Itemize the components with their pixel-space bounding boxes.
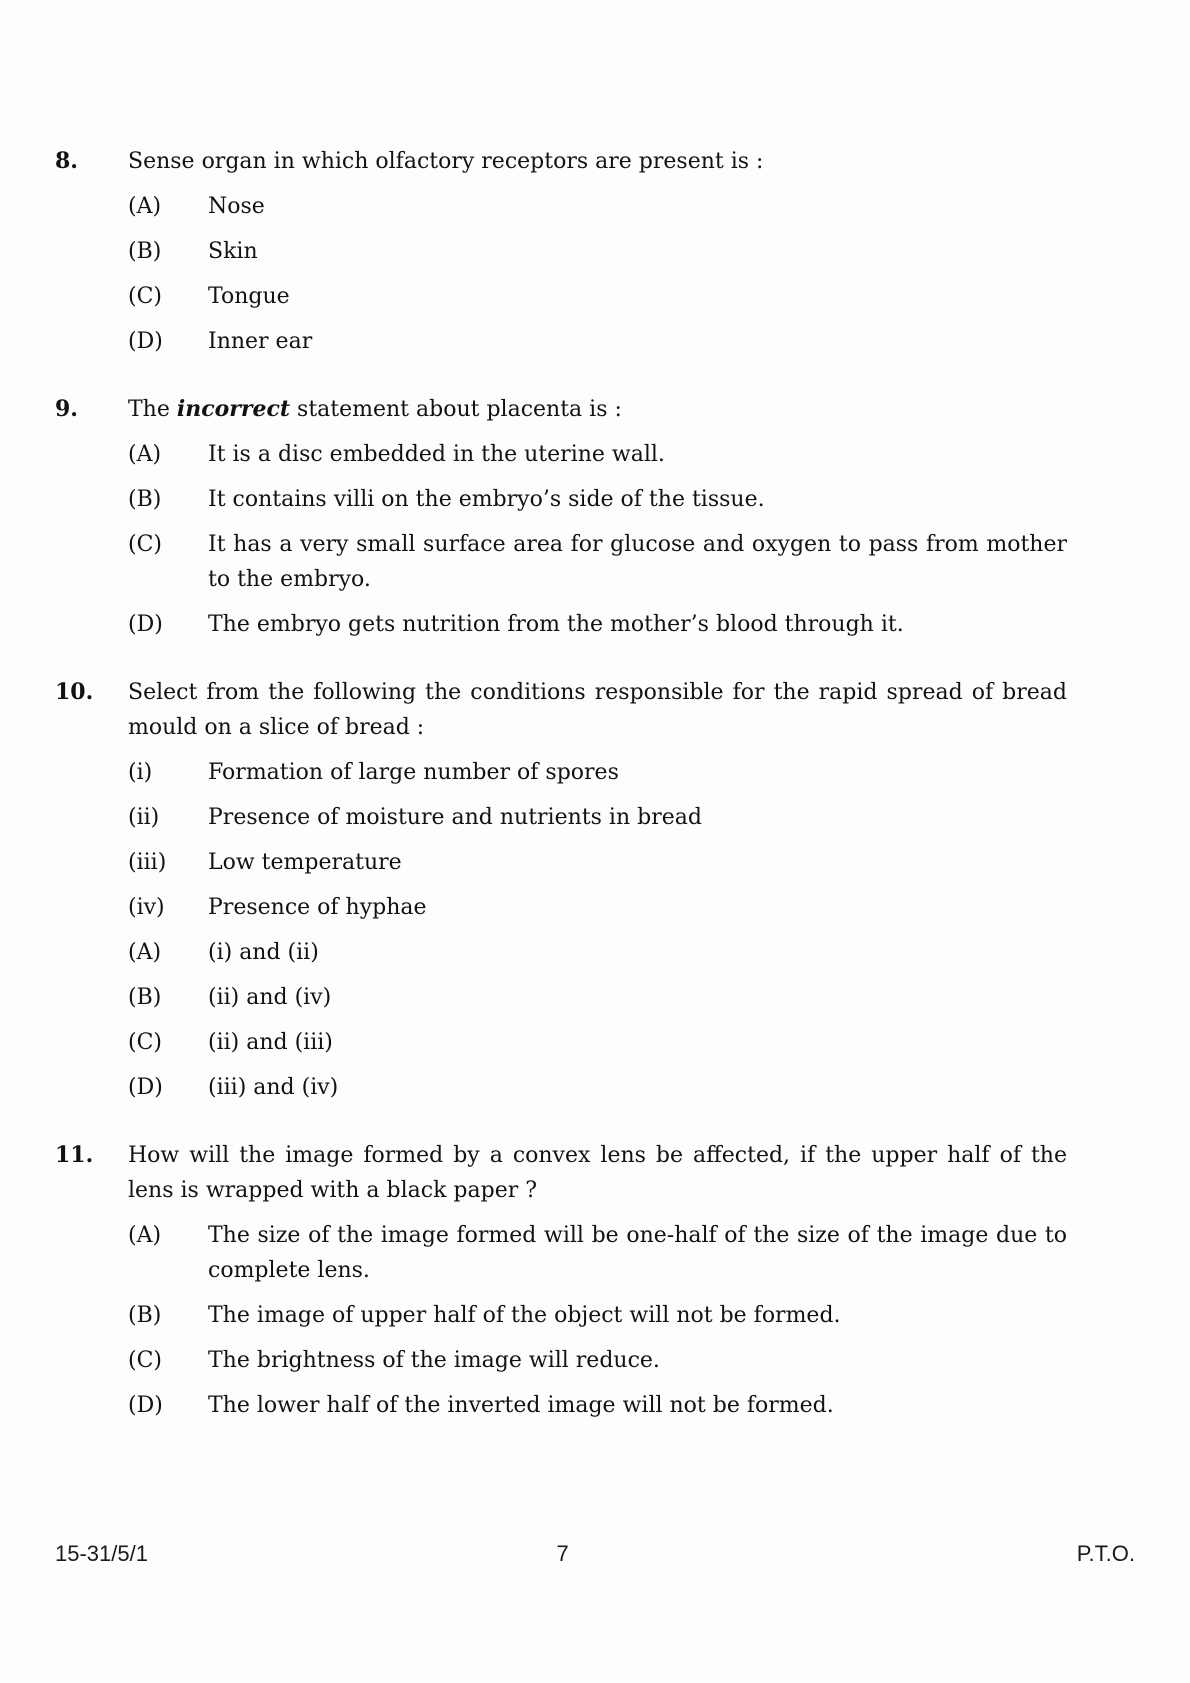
option-label: (A): [128, 940, 162, 965]
option-text: It contains villi on the embryo’s side of the tissue.: [208, 487, 765, 512]
question-number: 9.: [55, 396, 78, 422]
question-number: 11.: [55, 1142, 94, 1168]
option-text: It is a disc embedded in the uterine wall.: [208, 442, 665, 467]
option-text: (i) and (ii): [208, 940, 319, 965]
option-label: (D): [128, 1393, 163, 1418]
option-label: (C): [128, 1030, 162, 1055]
option-label: (C): [128, 532, 162, 557]
condition-row: [128, 845, 1067, 880]
pto-label: P.T.O.: [1076, 1541, 1135, 1566]
option-text: The embryo gets nutrition from the mother’s blood through it.: [208, 612, 904, 637]
question-text: Sense organ in which olfactory receptors are present is :: [128, 149, 764, 174]
option-row: [128, 527, 1067, 597]
condition-text: Presence of moisture and nutrients in bread: [208, 805, 702, 830]
condition-row: [128, 800, 1067, 835]
question-text: Select from the following the conditions responsible for the rapid spread of bread mould on a slice of bread :: [128, 680, 1067, 740]
question-text-prefix: The: [128, 397, 177, 422]
option-text: (ii) and (iii): [208, 1030, 333, 1055]
option-label: (D): [128, 1075, 163, 1100]
question-body: [128, 144, 1067, 359]
option-text: It has a very small surface area for glucose and oxygen to pass from mother to the embryo.: [208, 532, 1067, 592]
question-number: 10.: [55, 679, 94, 705]
condition-label: (iii): [128, 850, 167, 875]
option-text: Skin: [208, 239, 258, 264]
questions-section: [55, 144, 1067, 1423]
option-label: (A): [128, 194, 162, 219]
condition-text: Presence of hyphae: [208, 895, 427, 920]
option-text: (ii) and (iv): [208, 985, 332, 1010]
option-row: [128, 1298, 1067, 1333]
question-text-emphasis: incorrect: [176, 396, 291, 422]
condition-text: Formation of large number of spores: [208, 760, 619, 785]
option-row: [128, 482, 1067, 517]
option-row: [128, 1343, 1067, 1378]
question-9: [55, 392, 1067, 642]
condition-label: (iv): [128, 895, 165, 920]
option-text: Tongue: [208, 284, 290, 309]
option-row: [128, 279, 1067, 314]
question-10: [55, 675, 1067, 1105]
option-label: (C): [128, 284, 162, 309]
option-text: The size of the image formed will be one-half of the size of the image due to complete lens.: [208, 1223, 1067, 1283]
option-row: [128, 1388, 1067, 1423]
option-row: [128, 189, 1067, 224]
option-label: (D): [128, 612, 163, 637]
question-body: [128, 675, 1067, 1105]
question-number: 8.: [55, 148, 78, 174]
option-label: (A): [128, 1223, 162, 1248]
page-footer: [55, 1541, 1135, 1571]
option-row: [128, 1070, 1067, 1105]
paper-code: 15-31/5/1: [55, 1541, 148, 1566]
option-label: (B): [128, 1303, 162, 1328]
option-row: [128, 935, 1067, 970]
option-text: Inner ear: [208, 329, 313, 354]
option-label: (B): [128, 985, 162, 1010]
option-row: [128, 1218, 1067, 1288]
condition-label: (i): [128, 760, 153, 785]
option-text: The image of upper half of the object will not be formed.: [208, 1303, 841, 1328]
option-row: [128, 1025, 1067, 1060]
option-label: (A): [128, 442, 162, 467]
option-row: [128, 980, 1067, 1015]
option-row: [128, 437, 1067, 472]
question-text: [128, 392, 1067, 427]
option-label: (D): [128, 329, 163, 354]
option-row: [128, 324, 1067, 359]
page-number: 7: [556, 1541, 569, 1566]
option-text: The lower half of the inverted image will not be formed.: [208, 1393, 834, 1418]
option-label: (B): [128, 239, 162, 264]
option-text: Nose: [208, 194, 265, 219]
option-label: (C): [128, 1348, 162, 1373]
condition-text: Low temperature: [208, 850, 402, 875]
question-text-suffix: statement about placenta is :: [290, 397, 622, 422]
condition-label: (ii): [128, 805, 160, 830]
question-text: How will the image formed by a convex lens be affected, if the upper half of the lens is wrapped with a black paper ?: [128, 1143, 1067, 1203]
option-row: [128, 234, 1067, 269]
condition-row: [128, 890, 1067, 925]
condition-row: [128, 755, 1067, 790]
question-body: [128, 1138, 1067, 1423]
option-row: [128, 607, 1067, 642]
option-text: (iii) and (iv): [208, 1075, 339, 1100]
question-body: [128, 392, 1067, 642]
option-text: The brightness of the image will reduce.: [208, 1348, 660, 1373]
question-11: [55, 1138, 1067, 1423]
option-label: (B): [128, 487, 162, 512]
question-8: [55, 144, 1067, 359]
